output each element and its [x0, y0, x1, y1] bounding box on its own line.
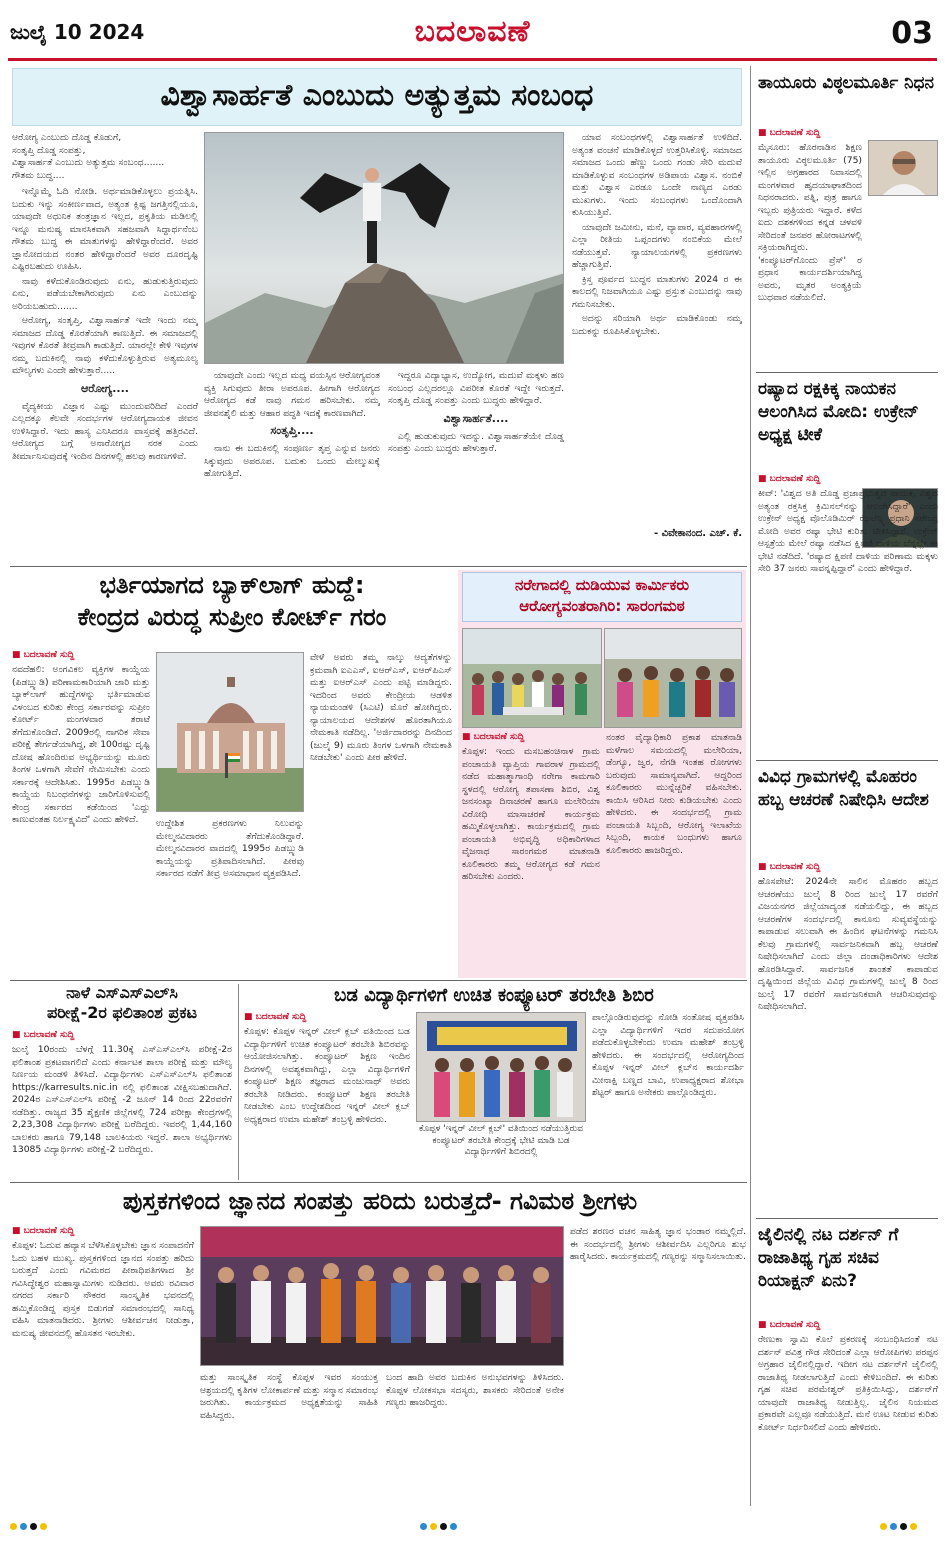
sslc-body: ಜುಲೈ 10ರಂದು ಬೆಳಗ್ಗೆ 11.30ಕ್ಕೆ ಎಸ್‌ಎಸ್‌ಎಲ್‌ಸಿ ಪರೀಕ್ಷೆ-2ರ ಫಲಿತಾಂಶ ಪ್ರಕಟವಾಗಲಿದೆ ಎಂದು ಕರ್ನಾಟಕ ಶಾಲಾ ಪರೀಕ್ಷೆ ಮತ್ತು ಮೌಲ್ಯ ನಿರ್ಣಯ ಮಂಡಳಿ ತಿಳಿಸಿದೆ. ವಿದ್ಯಾರ್ಥಿಗಳು ಎಸ್‌ಎಸ್‌ಎಲ್‌ಸಿ ಫಲಿತಾಂಶ https://karresults.nic.in ನಲ್ಲಿ ಫಲಿತಾಂಶ ವೀಕ್ಷಿಸಬಹುದಾಗಿದೆ. 2024ರ ಎಸ್‌ಎಸ್‌ಎಲ್‌ಸಿ ಪರೀಕ್ಷೆ -2 ಜೂನ್ 14 ರಿಂದ 22ರವರೆಗೆ ನಡೆದಿತ್ತು. ರಾಜ್ಯದ 35 ಶೈಕ್ಷಣಿಕ ಜಿಲ್ಲೆಗಳಲ್ಲಿ 724 ಪರೀಕ್ಷಾ ಕೇಂದ್ರಗಳಲ್ಲಿ 2,23,308 ವಿದ್ಯಾರ್ಥಿಗಳು ಪರೀಕ್ಷೆ ಬರೆದಿದ್ದರು. ಇವರಲ್ಲಿ 1,44,160 ಬಾಲಕರು ಹಾಗೂ 79,148 ಬಾಲಕಿಯರು ಇದ್ದರೆ. ಶಾಲಾ ಅಭ್ಯರ್ಥಿಗಳು 13085 ವಿದ್ಯಾರ್ಥಿಗಳು ಪರೀಕ್ಷೆ-2 ಬರೆದಿದ್ದರು. — [12, 1044, 232, 1156]
sidebar-divider — [756, 760, 938, 761]
lead-paragraph: ವೈದ್ಯಕೀಯ ವಿಜ್ಞಾನ ಎಷ್ಟು ಮುಂದುವರಿದಿದೆ ಎಂದರೆ ಎಲ್ಲದಕ್ಕೂ ಕೆಲವೇ ಸಂದರ್ಭಗಳ ಆರೋಗ್ಯದಾಯಕ ಜೀವನ ಉಳಿಸಿದ್ದಾರೆ. ಇದು ಹಾಸ್ಯ ಎನಿಸಿದರೂ ವಾಸ್ತವಕ್ಕೆ ಹತ್ತಿರವಿದೆ. ಆರೋಗ್ಯದ ಬಗ್ಗೆ ಅನಾರೋಗ್ಯದ ನರಕ ಎಂದು ತೀರ್ಮಾನಿಸುವುದಕ್ಕೆ ಇಂದಿನ ದಿನಗಳಲ್ಲಿ ಹಲವು ಕಾರಣಗಳಿವೆ. — [12, 400, 198, 462]
lead-photo-illustration — [205, 133, 564, 364]
lead-paragraph: ಯಾವುದೇ ಎಂದು ಇಲ್ಲದ ಮಧ್ಯ ವಯಸ್ಸಿನ ಆರೋಗ್ಯವಂತ ವ್ಯಕ್ತಿ ಸಿಗುವುದು ತೀರಾ ಅಪರೂಪ. ಹೀಗಾಗಿ ಆರೋಗ್ಯದ ಆರೋಗ್ಯದ ಕಡೆ ನಾವು ಗಮನ ಹರಿಸಬೇಕು. ನಮ್ಮ ಜೀವನಶೈಲಿ ಮತ್ತು ಆಹಾರ ಪದ್ಧತಿ ಇದಕ್ಕೆ ಕಾರಣವಾಗಿದೆ. — [204, 370, 380, 419]
health-camp-illustration — [463, 629, 602, 728]
lead-paragraph: ಕ್ರಿಸ್ತ ಪೂರ್ವದ ಬುದ್ಧನ ಮಾತುಗಳು 2024 ರ ಈ ಕಾಲದಲ್ಲಿ ನಿಜವಾಗಿಯೂ ಎಷ್ಟು ಪ್ರಸ್ತುತ ಎಂಬುದನ್ನು ನಾವು ಗಮನಿಸಬೇಕು. — [572, 273, 742, 310]
lead-photo-man-on-peak — [204, 132, 564, 364]
narega-headline-box — [462, 572, 742, 622]
books-column-1: ಕೊಪ್ಪಳ: ಓದುವ ಹವ್ಯಾಸ ಬೆಳೆಸಿಕೊಳ್ಳಬೇಕು ಜ್ಞಾನ ಸಂಪಾದನೆಗೆ ಓದು ಬಹಳ ಮುಖ್ಯ. ಪುಸ್ತಕಗಳಿಂದ ಜ್ಞಾನದ ಸಂಪತ್ತು ಹರಿದು ಬರುತ್ತದೆ ಎಂದು ಗವಿಮಠದ ಪೀಠಾಧಿಪತಿಗಳಾದ ಶ್ರೀ ಗವಿಸಿದ್ಧೇಶ್ವರ ಮಹಾಸ್ವಾಮಿಗಳು ನುಡಿದರು. ಅವರು ರವಿವಾರ ನಗರದ ಸರ್ಕಾರಿ ನೌಕರರ ಸಾಂಸ್ಕೃತಿಕ ಭವನದಲ್ಲಿ ಹಮ್ಮಿಕೊಂಡಿದ್ದ ಪುಸ್ತಕ ಬಿಡುಗಡೆ ಸಮಾರಂಭದಲ್ಲಿ ಸಾನಿಧ್ಯ ವಹಿಸಿ ಮಾತನಾಡಿದರು. ಶ್ರೀಗಳು ಆಶೀರ್ವಚನ ನೀಡುತ್ತಾ, ಮನುಷ್ಯ ಜೀವನದಲ್ಲಿ ಹೊಸತನ ಇರಬೇಕು. — [12, 1240, 194, 1339]
narega-column-2: ನಂತರ ವೈದ್ಯಾಧಿಕಾರಿ ಪ್ರಕಾಶ ಮಾತನಾಡಿ ಮಳೆಗಾಲ ಸಮಯದಲ್ಲಿ ಮಲೇರಿಯಾ, ಡೆಂಗ್ಯೂ, ಜ್ವರ, ನೆಗಡಿ ಇಂತಹ ರೋಗಗಳು ಬರುವುದು ಸಾಮಾನ್ಯವಾಗಿದೆ. ಆದ್ದರಿಂದ ಕೂಲಿಕಾರರು ಮುನ್ನೆಚ್ಚರಿಕೆ ವಹಿಸಬೇಕು. ಕಾಯಿಸಿ ಆರಿಸಿದ ನೀರು ಕುಡಿಯಬೇಕು ಎಂದು ಹೇಳಿದರು. ಈ ಸಂದರ್ಭದಲ್ಲಿ ಗ್ರಾಮ ಪಂಚಾಯತಿ ಸಿಬ್ಬಂದಿ, ಆರೋಗ್ಯ ಇಲಾಖೆಯ ಸಿಬ್ಬಂದಿ, ಕಾಯಕ ಬಂಧುಗಳು ಹಾಗೂ ಕೂಲಿಕಾರರು ಹಾಜರಿದ್ದರು. — [606, 732, 742, 856]
issue-date: ಜುಲೈ 10 2024 — [10, 20, 145, 44]
modi-headline: ರಷ್ಯಾದ ರಕ್ಷಕಿಕ್ಕ ನಾಯಕನ ಆಲಂಗಿಸಿದ ಮೋದಿ: ಉಕ್ರೇನ್ ಅಧ್ಯಕ್ಷ ಟೀಕೆ — [758, 379, 919, 445]
newspaper-title: ಬದಲಾವಣೆ — [414, 14, 531, 49]
masthead-divider — [8, 58, 937, 61]
backlog-byline: ■ ಬದಲಾವಣೆ ಸುದ್ದಿ — [12, 650, 152, 660]
narega-headline-1: ನರೇಗಾದಲ್ಲಿ ದುಡಿಯುವ ಕಾರ್ಮಿಕರು — [514, 576, 690, 594]
section-divider — [10, 566, 747, 567]
sslc-headline-2: ಪರೀಕ್ಷೆ-2ರ ಫಲಿತಾಂಶ ಪ್ರಕಟ — [46, 1003, 198, 1022]
lead-paragraph: ಆರೋಗ್ಯ, ಸಂತೃಪ್ತಿ, ವಿಶ್ವಾಸಾರ್ಹತೆ ಇದೇ ಇಂದು ನಮ್ಮ ಸಮಾಜದ ದೊಡ್ಡ ಕೊರತೆಯಾಗಿ ಕಾಣುತ್ತಿದೆ. ಈ ಸಮಾಜದಲ್ಲಿ ಇವುಗಳ ಕೊರತೆ ತೀವ್ರವಾಗಿ ಕಾಡುತ್ತಿದೆ. ಯಾರಲ್ಲೇ ಕೇಳಿ ಇವುಗಳ ನಮ್ಮ ಬದುಕಿನಲ್ಲಿ ನಾವು ಕಳೆದುಕೊಳ್ಳುತ್ತಿರುವ ಅತ್ಯಮೂಲ್ಯ ಮೌಲ್ಯಗಳು ಎಂದೇ ಹೇಳುತ್ತಾರೆ..... — [12, 315, 198, 377]
page-number: 03 — [891, 16, 933, 51]
lead-headline: ವಿಶ್ವಾಸಾರ್ಹತೆ ಎಂಬುದು ಅತ್ಯುತ್ತಮ ಸಂಬಂಧ — [160, 78, 594, 113]
narega-headline-2: ಆರೋಗ್ಯವಂತರಾಗಿರಿ: ಸಾರಂಗಮಠ — [519, 596, 685, 615]
lead-subhead-trust: ವಿಶ್ವಾಸಾರ್ಹತೆ.... — [443, 411, 509, 425]
backlog-headline-2: ಕೇಂದ್ರದ ವಿರುದ್ಧ ಸುಪ್ರೀಂ ಕೋರ್ಟ್ ಗರಂ — [77, 603, 387, 631]
supreme-court-photo — [156, 652, 304, 812]
lead-paragraph: ನಾವು ಕಳೆದುಕೊಂಡಿರುವುದು ಏನು, ಹುಡುಕುತ್ತಿರುವುದು ಏನು, ಪಡೆಯಬೇಕಾಗಿರುವುದು ಏನು ಎಂಬುದನ್ನು ಅರಿಯಬಹುದು....... — [12, 275, 198, 312]
backlog-column-2: ಉದ್ದೇಶಿತ ಪ್ರಕರಣಗಳು ನಿಲುವನ್ನು ಮೇಲ್ಮನವಿದಾರರು ತೆಗೆದುಕೊಂಡಿದ್ದಾರೆ. ಮೇಲ್ಮನವಿದಾರರ ವಾದದಲ್ಲಿ 1995ರ ಪಿಡಬ್ಲ್ಯುಡಿ ಕಾಯ್ದೆಯನ್ನು ಪ್ರತಿಪಾದಿಸಲಾಗಿದೆ. ಪೀಠವು ಸರ್ಕಾರದ ನಡೆಗೆ ತೀವ್ರ ಅಸಮಾಧಾನ ವ್ಯಕ್ತಪಡಿಸಿದೆ. — [156, 818, 304, 880]
lead-paragraph: ಯಾವ ಸಂಬಂಧಗಳಲ್ಲಿ ವಿಶ್ವಾಸಾರ್ಹತೆ ಉಳಿದಿದೆ. ಅತ್ಯಂತ ವಂಚನೆ ಮಾಡಿಕೊಳ್ಳದೆ ಉತ್ತರಿಸಿಕೊಳ್ಳಿ. ಸಮಾಜದ ಸಮಾಜದ ಒಂದು ಹೆಣ್ಣು ಒಂದು ಗಂಡು ಸೇರಿ ಮದುವೆ ಮಾಡಿಕೊಳ್ಳುವ ಸಂಬಂಧಗಳ ಅಡಿಪಾಯ ವಿಶ್ವಾಸ. ನಂಬಿಕೆ ಮತ್ತು ವಿಶ್ವಾಸ ಎರಡೂ ಒಂದೇ ನಾಣ್ಯದ ಎರಡು ಮುಖಗಳು. ಇಂದು ಸಂಬಂಧಗಳು ಒಂದೊಂದಾಗಿ ಕುಸಿಯುತ್ತಿವೆ. — [572, 132, 742, 219]
lead-paragraph: ನಾನು ಈ ಬದುಕಿನಲ್ಲಿ ಸಂಪೂರ್ಣ ತೃಪ್ತ ಎನ್ನುವ ಜನರು ಸಿಕ್ಕುವುದು ಅಪರೂಪ. ಬದುಕು ಒಂದು ಮೇಲ್ಮುಖಕ್ಕೆ ಹೋಗುತ್ತಿದೆ. — [204, 443, 380, 480]
column-divider — [750, 66, 751, 1506]
narega-crowd-photo — [604, 628, 742, 728]
computer-camp-illustration — [417, 1013, 586, 1122]
modi-body: ಕೀವ್: 'ವಿಶ್ವದ ಅತಿ ದೊಡ್ಡ ಪ್ರಜಾಪ್ರಭುತ್ವದ ನಾಯಕ, ವಿಶ್ವದ ಅತ್ಯಂತ ರಕ್ತಸಿಕ್ತ ಕ್ರಿಮಿನಲ್‌ನನ್ನು ಆಲಂಗಿಸಿದ್ದಾರೆ' ಎಂದು ಉಕ್ರೇನ್ ಅಧ್ಯಕ್ಷ ವೊಲೊಡಿಮಿರ್ ಝೆಲೆನ್ಸ್ಕಿ ಪ್ರಧಾನಿ ನರೇಂದ್ರ ಮೋದಿ ಅವರ ರಷ್ಯಾ ಭೇಟಿ ಕುರಿತು ಟೀಕಿಸಿದ್ದಾರೆ. ಉಕ್ರೇನ್ ಆಸ್ಪತ್ರೆಯ ಮೇಲೆ ರಷ್ಯಾ ನಡೆಸಿದ ಕ್ಷಿಪಣಿ ದಾಳಿಯ ಬೆನ್ನಲ್ಲೇ ಈ ಭೇಟಿ ನಡೆದಿದೆ. 'ರಷ್ಯಾದ ಕ್ಷಿಪಣಿ ದಾಳಿಯ ಪರಿಣಾಮ ಮಕ್ಕಳು ಸೇರಿ 37 ಜನರು ಸಾವನ್ನಪ್ಪಿದ್ದಾರೆ' ಎಂದು ಹೇಳಿದ್ದಾರೆ. — [758, 488, 938, 575]
lead-intro-4: ಗೌತಮ ಬುದ್ಧ.... — [12, 169, 65, 181]
sslc-headline-1: ನಾಳೆ ಎಸ್‌ಎಸ್‌ಎಲ್‌ಸಿ — [66, 983, 178, 1002]
books-byline: ■ ಬದಲಾವಣೆ ಸುದ್ದಿ — [12, 1226, 192, 1236]
moharram-headline: ವಿವಿಧ ಗ್ರಾಮಗಳಲ್ಲಿ ಮೊಹರಂ ಹಬ್ಬ ಆಚರಣೆ ನಿಷೇಧಿಸಿ ಆದೇಶ — [758, 767, 929, 810]
darshan-headline: ಜೈಲಿನಲ್ಲಿ ನಟ ದರ್ಶನ್ ಗೆ ರಾಜಾತಿಥ್ಯ ಗೃಹ ಸಚಿವ ರಿಯಾಕ್ಷನ್ ಏನು? — [758, 1225, 899, 1291]
backlog-headline-1: ಭರ್ತಿಯಾಗದ ಬ್ಯಾಕ್‌ಲಾಗ್ ಹುದ್ದೆ: — [99, 571, 365, 599]
computer-column-1: ಕೊಪ್ಪಳ: ಕೊಪ್ಪಳ ಇನ್ನರ್ ವೀಲ್ ಕ್ಲಬ್ ವತಿಯಿಂದ ಬಡ ವಿದ್ಯಾರ್ಥಿಗಳಿಗೆ ಉಚಿತ ಕಂಪ್ಯೂಟರ್ ತರಬೇತಿ ಶಿಬಿರವನ್ನು ಆಯೋಜಿಸಲಾಗಿತ್ತು. ಕಂಪ್ಯೂಟರ್ ಶಿಕ್ಷಣ ಇಂದಿನ ದಿನಗಳಲ್ಲಿ ಅವಶ್ಯಕವಾಗಿದ್ದು, ಎಲ್ಲಾ ವಿದ್ಯಾರ್ಥಿಗಳಿಗೆ ಕಂಪ್ಯೂಟರ್ ಶಿಕ್ಷಣ ತಜ್ಞರಾದ ಮಂಜುನಾಥ್ ಅವರು ತರಬೇತಿ ನೀಡಿದರು. ಕಂಪ್ಯೂಟರ್ ಶಿಕ್ಷಣ ತರಬೇತಿ ನೀಡಬೇಕು ಎಂಬ ಉದ್ದೇಶದಿಂದ ಇನ್ನರ್ ವೀಲ್ ಕ್ಲಬ್ ಅಧ್ಯಕ್ಷರಾದ ಉಮಾ ಮಹೇಶ್ ತಂಬ್ರಳ್ಳಿ ಹೇಳಿದರು. — [244, 1026, 410, 1125]
lead-headline-box — [12, 68, 742, 126]
computer-byline: ■ ಬದಲಾವಣೆ ಸುದ್ದಿ — [244, 1012, 404, 1022]
backlog-column-1: ನವದೆಹಲಿ: ಅಂಗವಿಕಲ ವ್ಯಕ್ತಿಗಳ ಕಾಯ್ದೆಯ (ಪಿಡಬ್ಲ್ಯುಡಿ) ಪರಿಣಾಮಕಾರಿಯಾಗಿ ಜಾರಿ ಮತ್ತು ಬ್ಯಾಕ್‌ಲಾಗ್ ಹುದ್ದೆಗಳನ್ನು ಭರ್ತಿಮಾಡುವ ವಿಳಂಬದ ಕುರಿತು ಕೇಂದ್ರ ಸರ್ಕಾರವನ್ನು ಸುಪ್ರೀಂ ಕೋರ್ಟ್ ಮಂಗಳವಾರ ತರಾಟೆ ತೆಗೆದುಕೊಂಡಿದೆ. 2009ರಲ್ಲಿ ನಾಗರಿಕ ಸೇವಾ ಪರೀಕ್ಷೆ ತೇರ್ಗಡೆಯಾಗಿದ್ದ, ಶೇ 100ರಷ್ಟು ದೃಷ್ಟಿ ದೋಷ ಹೊಂದಿರುವ ಅಭ್ಯರ್ಥಿಯನ್ನು ಮೂರು ತಿಂಗಳ ಒಳಗಾಗಿ ಸೇವೆಗೆ ನೇಮಿಸಬೇಕು ಎಂದು ಸರ್ಕಾರಕ್ಕೆ ಆದೇಶಿಸಿತು. 1995ರ ಪಿಡಬ್ಲ್ಯುಡಿ ಕಾಯ್ದೆಯ ನಿಬಂಧನೆಗಳನ್ನು ಜಾರಿಗೊಳಿಸುವಲ್ಲಿ ಕೇಂದ್ರ ಸರ್ಕಾರದ ಕಡೆಯಿಂದ 'ಎದ್ದು ಕಾಣುವಂತಹ ನಿರ್ಲಕ್ಷ್ಯವಿದೆ' ಎಂದು ಹೇಳಿದೆ. — [12, 664, 150, 826]
darshan-byline: ■ ಬದಲಾವಣೆ ಸುದ್ದಿ — [758, 1320, 938, 1330]
lead-paragraph: ಯಾವುದೇ ಜಮೀನು, ಮನೆ, ವ್ಯಾಪಾರ, ವ್ಯವಹಾರಗಳಲ್ಲಿ ಎಲ್ಲಾ ರೀತಿಯ ಒಪ್ಪಂದಗಳು ನಂಬಿಕೆಯ ಮೇಲೆ ನಡೆಯುತ್ತವೆ. ನ್ಯಾಯಾಲಯಗಳಲ್ಲಿ ಪ್ರಕರಣಗಳು ಹೆಚ್ಚಾಗುತ್ತಿವೆ. — [572, 221, 742, 271]
lead-paragraph: ಎಲ್ಲಿ ಹುಡುಕುವುದು ಇದನ್ನು. ವಿಶ್ವಾಸಾರ್ಹತೆಯೇ ದೊಡ್ಡ ಸಂಪತ್ತು ಎಂದು ಬುದ್ಧರು ಹೇಳುತ್ತಾರೆ. — [388, 430, 564, 455]
lead-intro-3: ವಿಶ್ವಾಸಾರ್ಹತೆ ಎಂಬುದು ಅತ್ಯುತ್ತಮ ಸಂಬಂಧ....... — [12, 157, 165, 169]
obit-byline: ■ ಬದಲಾವಣೆ ಸುದ್ದಿ — [758, 128, 938, 138]
computer-column-3: ಪಾಲ್ಗೊಂಡಿರುವುದನ್ನು ನೋಡಿ ಸಂತೋಷ ವ್ಯಕ್ತಪಡಿಸಿ ಎಲ್ಲಾ ವಿದ್ಯಾರ್ಥಿಗಳಿಗೆ ಇದರ ಸದುಪಯೋಗ ಪಡೆದುಕೊಳ್ಳಬೇಕೆಂದು ಉಮಾ ಮಹೇಶ್ ತಂಬ್ರಳ್ಳಿ ಹೇಳಿದರು. ಈ ಸಂದರ್ಭದಲ್ಲಿ ಆರೋಗ್ಯದಿಂದ ಕೊಪ್ಪಳ ಇನ್ನರ್ ವೀಲ್ ಕ್ಲಬ್‌ನ ಕಾರ್ಯದರ್ಶಿ ಮೀನಾಕ್ಷಿ ಬಣ್ಣದ ಬಾವಿ, ಉಪಾಧ್ಯಕ್ಷರಾದ ಶೋಭಾ ಶೆಟ್ಟರ್ ಹಾಗೂ ಅನೇಕರು ಪಾಲ್ಗೊಂಡಿದ್ದರು. — [592, 1012, 744, 1099]
lead-column-2 — [204, 370, 380, 562]
moharram-body: ಹೊಸಪೇಟೆ: 2024ನೇ ಸಾಲಿನ ಮೊಹರಂ ಹಬ್ಬದ ಆಚರಣೆಯು ಜುಲೈ 8 ರಿಂದ ಜುಲೈ 17 ರವರೆಗೆ ವಿಜಯನಗರ ಜಿಲ್ಲೆಯಾದ್ಯಂತ ನಡೆಯಲಿದ್ದು, ಈ ಹಬ್ಬದ ಆಚರಣೆಗಳ ಸಂದರ್ಭದಲ್ಲಿ ಕಾನೂನು ಸುವ್ಯವಸ್ಥೆಯನ್ನು ಕಾಪಾಡುವ ಸಲುವಾಗಿ ಈ ಹಿಂದಿನ ಘಟನೆಗಳನ್ನು ಗಮನಿಸಿ ಕೆಲವು ಗ್ರಾಮಗಳಲ್ಲಿ ಸಾರ್ವಜನಿಕವಾಗಿ ಹಬ್ಬ ಆಚರಣೆ ನಿಷೇಧಿಸಲಾಗಿದೆ ಎಂದು ಜಿಲ್ಲಾ ದಂಡಾಧಿಕಾರಿಗಳು ಆದೇಶ ಹೊರಡಿಸಿದ್ದಾರೆ. ಸಾರ್ವಜನಿಕ ಶಾಂತತೆ ಕಾಪಾಡುವ ದೃಷ್ಟಿಯಿಂದ ಜಿಲ್ಲೆಯ ವಿವಿಧ ಗ್ರಾಮಗಳಲ್ಲಿ ಜುಲೈ 8 ರಿಂದ ಜುಲೈ 17 ರವರೆಗೆ ಸಾರ್ವಜನಿಕವಾಗಿ ಆಚರಿಸುವುದನ್ನು ನಿಷೇಧಿಸಲಾಗಿದೆ. — [758, 876, 938, 1013]
footer-dots-left — [10, 1515, 50, 1534]
books-column-2: ಮತ್ತು ಸಾಂಸ್ಕೃತಿಕ ಸಂಸ್ಥೆ ಕೊಪ್ಪಳ ಇವರ ಸಂಯುಕ್ತ ಆಶ್ರಯದಲ್ಲಿ ಕೃತಿಗಳ ಲೋಕಾರ್ಪಣೆ ಮತ್ತು ಸನ್ಮಾನ ಸಮಾರಂಭ ಜರುಗಿತು. ಕಾರ್ಯಕ್ರಮದ ಅಧ್ಯಕ್ಷತೆಯನ್ನು ಸಾಹಿತಿ ವಹಿಸಿದ್ದರು. — [200, 1372, 378, 1421]
backlog-column-3: ವೇಳೆ ಅವರು ತಮ್ಮ ನಾಲ್ಕು ಆದ್ಯತೆಗಳನ್ನು ಕ್ರಮವಾಗಿ ಐಎಎಸ್, ಐಆರ್‌ಎಸ್, ಐಆರ್‌ಪಿಎಸ್ ಮತ್ತು ಐಆರ್‌ಎಸ್ ಎಂದು ಪಟ್ಟಿ ಮಾಡಿದ್ದರು. ಇದರಿಂದ ಅವರು ಕೇಂದ್ರೀಯ ಆಡಳಿತ ನ್ಯಾಯಮಂಡಳಿ (ಸಿಎಟಿ) ಮೊರೆ ಹೋಗಿದ್ದರು. ನ್ಯಾಯಾಲಯದ ಆದೇಶಗಳ ಹೊರತಾಗಿಯೂ ನೇಮಕಾತಿ ನಡೆದಿಲ್ಲ. 'ಅರ್ಜಿದಾರರನ್ನು ದಿನದಿಂದ (ಜುಲೈ 9) ಮೂರು ತಿಂಗಳ ಒಳಗಾಗಿ ನೇಮಕಾತಿ ನೀಡಬೇಕು' ಎಂದು ಪೀಠ ಹೇಳಿದೆ. — [310, 652, 452, 764]
narega-health-camp-photo — [462, 628, 602, 728]
computer-headline: ಬಡ ವಿದ್ಯಾರ್ಥಿಗಳಿಗೆ ಉಚಿತ ಕಂಪ್ಯೂಟರ್ ತರಬೇತಿ ಶಿಬಿರ — [334, 985, 654, 1006]
lead-paragraph: ಇನ್ನೊಮ್ಮೆ ಓದಿ ನೋಡಿ. ಅರ್ಥಮಾಡಿಕೊಳ್ಳಲು ಪ್ರಯತ್ನಿಸಿ. ಬದುಕು ಇನ್ನು ಸಂಕೀರ್ಣವಾದ, ಅತ್ಯಂತ ಕ್ಲಿಷ್ಟ ಜಗತ್ತಿನಲ್ಲಿಯೂ, ಯಾವುದೇ ಅಧುನಿಕ ತಂತ್ರಜ್ಞಾನ ಇಲ್ಲದ, ಪ್ರಕೃತಿಯ ಮಡಿಲಲ್ಲಿ ಇನ್ನೂ ಮನುಷ್ಯ ಮಾನಸಿಕವಾಗಿ ಸಹಜವಾಗಿ ಸಿದ್ದಾರ್ಥನೆಂಬ ಗೌತಮ ಬುದ್ಧ ಈ ಮಾತುಗಳನ್ನು ಹೇಳಿದ್ದಾರೆಂದರೆ. ಅವರ ಜ್ಞಾನೋದಯದ ನಂತರ ಹೇಳಿದ್ದಾರೆಂದರೆ ಅವರ ದೂರದೃಷ್ಟಿ ಎಷ್ಟಿರಬಹುದು ಊಹಿಸಿ. — [12, 186, 198, 273]
lead-column-1 — [12, 132, 198, 562]
darshan-body: ರೇಣುಕಾ ಸ್ವಾಮಿ ಕೊಲೆ ಪ್ರಕರಣಕ್ಕೆ ಸಂಬಂಧಿಸಿದಂತೆ ನಟ ದರ್ಶನ್ ಪವಿತ್ರ ಗೌಡ ಸೇರಿದಂತೆ ಎಲ್ಲಾ ಆರೋಪಿಗಳು ಪರಪ್ಪನ ಅಗ್ರಹಾರ ಜೈಲಿನಲ್ಲಿದ್ದಾರೆ. ಇದೀಗ ನಟ ದರ್ಶನ್‌ಗೆ ಜೈಲಿನಲ್ಲಿ ರಾಜಾತಿಥ್ಯ ನೀಡಲಾಗುತ್ತಿದೆ ಎಂದು ಕೇಳಿಬಂದಿದೆ. ಈ ಕುರಿತು ಗೃಹ ಸಚಿವ ಪರಮೇಶ್ವರ್ ಪ್ರತಿಕ್ರಿಯಿಸಿದ್ದು, ದರ್ಶನ್‌ಗೆ ಯಾವುದೇ ರಾಜಾತಿಥ್ಯ ನೀಡುತ್ತಿಲ್ಲ. ಜೈಲಿನ ನಿಯಮದ ಪ್ರಕಾರವೇ ಎಲ್ಲವೂ ನಡೆಯುತ್ತಿದೆ. ಮನೆ ಊಟ ನೀಡುವ ಕುರಿತು ಕೋರ್ಟ್ ನಿರ್ಧರಿಸಲಿದೆ ಎಂದು ಹೇಳಿದರು. — [758, 1334, 938, 1433]
lead-subhead-contentment: ಸಂತೃಪ್ತಿ.... — [270, 424, 314, 438]
lead-intro-2: ಸಂತೃಪ್ತಿ ದೊಡ್ಡ ಸಂಪತ್ತು, — [12, 144, 86, 156]
modi-byline: ■ ಬದಲಾವಣೆ ಸುದ್ದಿ — [758, 474, 938, 484]
obit-body: ಮೈಸೂರು: ಹೊರನಾಡಿನ ಶಿಕ್ಷಣ ತಾಯೂರು ವಿಠ್ಠಲಮೂರ್ತಿ (75) ಇಲ್ಲಿನ ಅಗ್ರಹಾರದ ನಿವಾಸದಲ್ಲಿ ಮಂಗಳವಾರ ಹೃದಯಾಘಾತದಿಂದ ನಿಧನರಾದರು. ಪತ್ನಿ, ಪುತ್ರ ಹಾಗೂ ಇಬ್ಬರು ಪುತ್ರಿಯರು ಇದ್ದಾರೆ. ಕಳೆದ ಐದು ದಶಕಗಳಿಂದ ಕನ್ನಡ ಚಳವಳಿ ಸೇರಿದಂತೆ ಜನಪರ ಹೋರಾಟಗಳಲ್ಲಿ ಸಕ್ರಿಯರಾಗಿದ್ದರು. 'ಕಂಪ್ಯೂಟರ್‌ಗೊಂದು ಪ್ರೆಸ್‌' ರ ಪ್ರಧಾನ ಕಾರ್ಯದರ್ಶಿಯಾಗಿದ್ದ ಅವರು, ಮೃತರ ಅಂತ್ಯಕ್ರಿಯೆ ಬುಧವಾರ ನಡೆಯಲಿದೆ. — [758, 142, 862, 304]
supreme-court-illustration — [157, 653, 304, 812]
book-release-photo — [200, 1226, 564, 1366]
footer-dots-center — [420, 1515, 460, 1534]
narega-byline: ■ ಬದಲಾವಣೆ ಸುದ್ದಿ — [462, 732, 602, 742]
books-column-3: ಬಂದ ಹಾದಿ ಅವರ ಬದುಕಿನ ಅನುಭವಗಳನ್ನು ತಿಳಿಸಿದರು. ಕೊಪ್ಪಳ ಲೋಕಸಭಾ ಸದಸ್ಯರು, ಶಾಸಕರು ಸೇರಿದಂತೆ ಅನೇಕ ಗಣ್ಯರು ಹಾಜರಿದ್ದರು. — [386, 1372, 564, 1409]
sidebar-divider — [756, 372, 938, 373]
lead-signature: - ವಿವೇಕಾನಂದ. ಎಚ್. ಕೆ. — [653, 528, 742, 539]
moharram-byline: ■ ಬದಲಾವಣೆ ಸುದ್ದಿ — [758, 862, 938, 872]
book-release-illustration — [201, 1227, 564, 1366]
lead-intro-1: ಆರೋಗ್ಯ ಎಂಬುದು ದೊಡ್ಡ ಕೊಡುಗೆ, — [12, 132, 122, 143]
section-divider — [10, 1182, 747, 1183]
crowd-illustration — [605, 629, 742, 728]
section-divider — [10, 980, 747, 981]
column-divider — [238, 984, 239, 1180]
narega-column-1: ಕೊಪ್ಪಳ: ಇಂದು ಮಸಬಹಂಚಿನಾಳ ಗ್ರಾಮ ಪಂಚಾಯತಿ ವ್ಯಾಪ್ತಿಯ ಗಾವರಾಳ ಗ್ರಾಮದಲ್ಲಿ ನಡೆದ ಮಹಾತ್ಮಾಗಾಂಧಿ ನರೇಗಾ ಕಾಮಗಾರಿ ಸ್ಥಳದಲ್ಲಿ ಆರೋಗ್ಯ ತಪಾಸಣಾ ಶಿಬಿರ, ವಿಶ್ವ ಜನಸಂಖ್ಯಾ ದಿನಾಚರಣೆ ಹಾಗೂ ಮಲೇರಿಯಾ ವಿರೋಧಿ ಮಾಸಾಚರಣೆ ಕಾರ್ಯಕ್ರಮ ಹಮ್ಮಿಕೊಳ್ಳಲಾಗಿತ್ತು. ಕಾರ್ಯಕ್ರಮದಲ್ಲಿ ಗ್ರಾಮ ಪಂಚಾಯತಿ ಅಭಿವೃದ್ಧಿ ಅಧಿಕಾರಿಗಳಾದ ವೈಜನಾಥ ಸಾರಂಗಮಠ ಮಾತನಾಡಿ ಕೂಲಿಕಾರರು ತಮ್ಮ ಆರೋಗ್ಯದ ಕಡೆ ಗಮನ ಹರಿಸಬೇಕು ಎಂದರು. — [462, 746, 600, 883]
lead-column-3 — [388, 370, 564, 562]
sidebar-divider — [756, 1218, 938, 1219]
computer-photo-caption: ಕೊಪ್ಪಳ 'ಇನ್ನರ್ ವೀಲ್ ಕ್ಲಬ್' ವತಿಯಿಂದ ನಡೆಯುತ್ತಿರುವ ಕಂಪ್ಯೂಟರ್ ತರಬೇತಿ ಕೇಂದ್ರಕ್ಕೆ ಭೇಟಿ ಮಾಡಿ ಬಡ ವಿದ್ಯಾರ್ಥಿಗಳಿಗೆ ಶಿಬಿರದಲ್ಲಿ — [418, 1124, 584, 1158]
books-column-4: ಪಡೆದ ಶರಣರ ವಚನ ಸಾಹಿತ್ಯ ಜ್ಞಾನ ಭಂಡಾರ ನಮ್ಮಲ್ಲಿದೆ. ಈ ಸಂದರ್ಭದಲ್ಲಿ ಶ್ರೀಗಳು ಆಶೀರ್ವದಿಸಿ ಎಲ್ಲರಿಗೂ ಶುಭ ಹಾರೈಸಿದರು. ಕಾರ್ಯಕ್ರಮದಲ್ಲಿ ಗಣ್ಯರನ್ನು ಸನ್ಮಾನಿಸಲಾಯಿತು. — [570, 1226, 746, 1263]
books-headline: ಪುಸ್ತಕಗಳಿಂದ ಜ್ಞಾನದ ಸಂಪತ್ತು ಹರಿದು ಬರುತ್ತದೆ- ಗವಿಮಠ ಶ್ರೀಗಳು — [122, 1187, 638, 1215]
computer-camp-photo — [416, 1012, 586, 1122]
lead-subhead-health: ಆರೋಗ್ಯ.... — [81, 381, 129, 395]
lead-column-4 — [572, 132, 742, 544]
obit-headline: ತಾಯೂರು ವಿಠ್ಠಲಮೂರ್ತಿ ನಿಧನ — [758, 73, 934, 93]
lead-paragraph: ಅದನ್ನು ಸರಿಯಾಗಿ ಅರ್ಥ ಮಾಡಿಕೊಂಡು ನಮ್ಮ ಬದುಕನ್ನು ರೂಪಿಸಿಕೊಳ್ಳಬೇಕು. — [572, 313, 742, 337]
lead-paragraph: ಇದ್ದರೂ ವಿದ್ಯಾಭ್ಯಾಸ, ಉದ್ಯೋಗ, ಮದುವೆ ಮಕ್ಕಳು ಹಣ ಸಂಬಂಧ ಎಲ್ಲದರಲ್ಲೂ ವಿಪರೀತ ಕೊರತೆ ಇದ್ದೇ ಇರುತ್ತದೆ. ಸಂತೃಪ್ತಿ ದೊಡ್ಡ ಸಂಪತ್ತು ಎಂದು ಬುದ್ಧರು ಹೇಳಿದ್ದಾರೆ. — [388, 370, 564, 407]
footer-dots-right — [880, 1515, 920, 1534]
sslc-byline: ■ ಬದಲಾವಣೆ ಸುದ್ದಿ — [12, 1030, 232, 1040]
